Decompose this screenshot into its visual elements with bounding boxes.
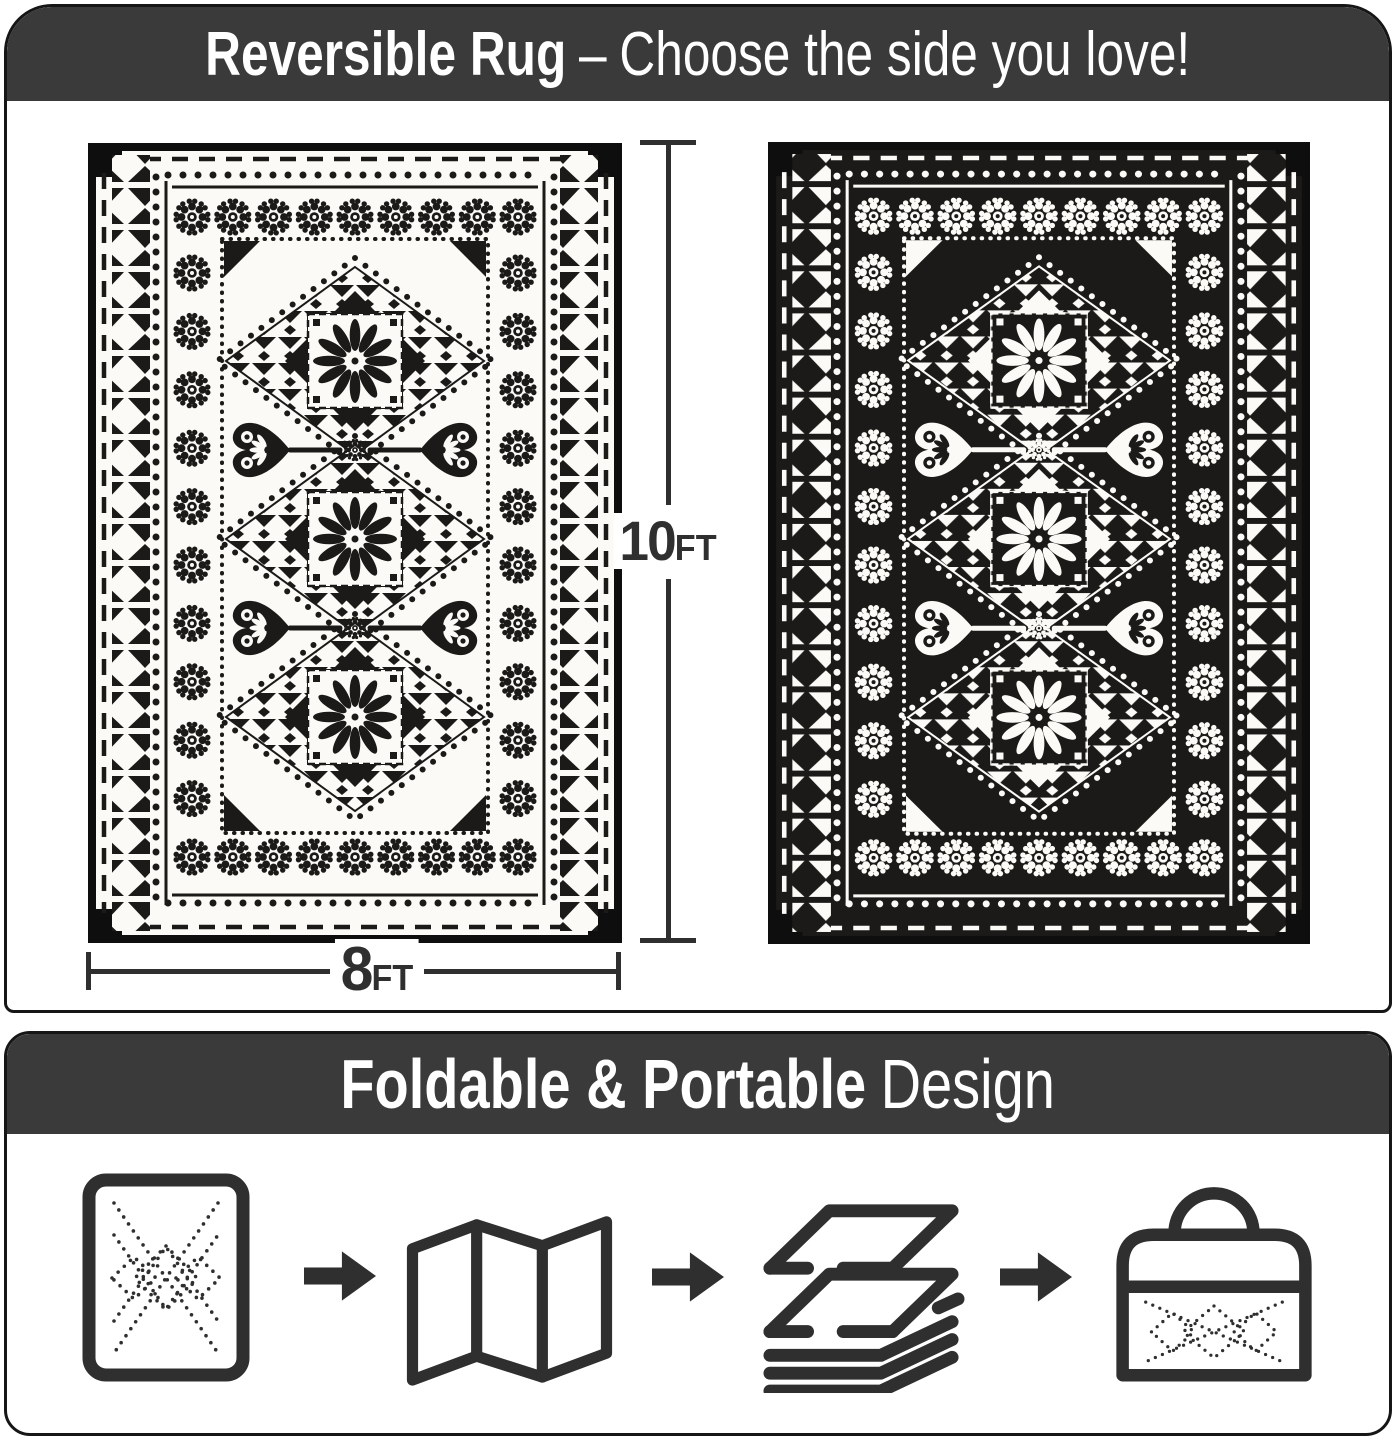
title-bold-part: Foldable & Portable — [340, 1045, 867, 1123]
trifold-map-icon — [402, 1195, 617, 1389]
rug-back-side-photo — [768, 142, 1310, 944]
height-dimension-line — [666, 143, 671, 505]
height-value: 10 — [619, 509, 675, 572]
height-dimension-line — [666, 579, 671, 943]
width-value: 8 — [340, 935, 372, 1004]
title-separator: – — [579, 19, 607, 89]
arrow-right-icon — [304, 1250, 376, 1302]
title-regular-part: Design — [880, 1045, 1056, 1123]
title-regular-part: Choose the side you love! — [619, 19, 1191, 89]
height-dimension-cap-bottom — [640, 938, 696, 943]
title-bold-part: Reversible Rug — [205, 19, 567, 89]
unfolded-rug-icon — [82, 1173, 250, 1382]
height-unit: FT — [674, 527, 717, 568]
width-dimension-label — [335, 935, 419, 1004]
width-dimension-cap-right — [616, 952, 621, 990]
foldable-portable-title — [341, 1044, 1056, 1124]
height-dimension-cap-top — [640, 140, 696, 145]
arrow-right-icon — [652, 1251, 724, 1303]
height-dimension-label — [614, 509, 723, 572]
carry-bag-icon — [1113, 1177, 1315, 1382]
width-unit: FT — [371, 957, 414, 998]
width-dimension-line — [424, 969, 620, 974]
width-dimension-line — [90, 969, 330, 974]
reversible-rug-header — [7, 7, 1389, 101]
accordion-fold-stack-icon — [758, 1191, 968, 1393]
reversible-rug-title — [205, 19, 1190, 90]
rug-front-side-photo — [88, 143, 622, 943]
foldable-portable-header — [7, 1034, 1389, 1134]
arrow-right-icon — [1000, 1251, 1072, 1303]
width-dimension-cap-left — [86, 952, 91, 990]
